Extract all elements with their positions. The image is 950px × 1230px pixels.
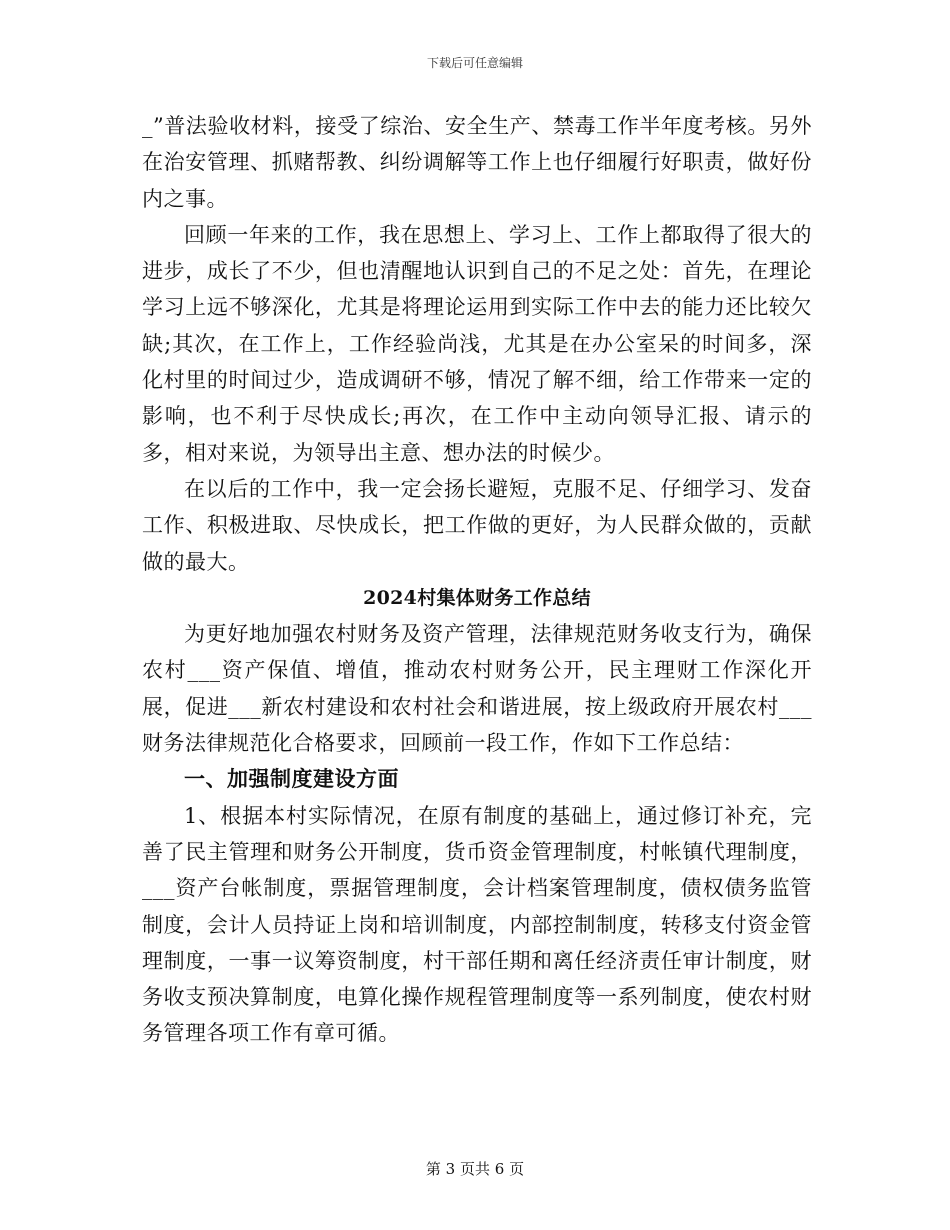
document-body — [142, 108, 812, 1052]
page-header-note: 下载后可任意编辑 — [426, 56, 523, 70]
paragraph-continuation: _”普法验收材料，接受了综治、安全生产、禁毒工作半年度考核。另外在治安管理、抓赌帮教、纠纷调解等工作上也仔细履行好职责，做好份内之事。 — [142, 114, 812, 211]
paragraph-introduction: 为更好地加强农村财务及资产管理，法律规范财务收支行为，确保农村___资产保值、增值，推动农村财务公开，民主理财工作深化开展，促进___新农村建设和农村社会和谐进展，按上级政府开展农村___财务法律规范化合格要求，回顾前一段工作，作如下工作总结： — [142, 622, 812, 756]
paragraph-item-1: 1、根据本村实际情况，在原有制度的基础上，通过修订补充，完善了民主管理和财务公开制度，货币资金管理制度，村帐镇代理制度，___资产台帐制度，票据管理制度，会计档案管理制度，债权债务监管制度，会计人员持证上岗和培训制度，内部控制制度，转移支付资金管理制度，一事一议筹资制度，村干部任期和离任经济责任审计制度，财务收支预决算制度，电算化操作规程管理制度等一系列制度，使农村财务管理各项工作有章可循。 — [142, 803, 812, 1046]
paragraph-review: 回顾一年来的工作，我在思想上、学习上、工作上都取得了很大的进步，成长了不少，但也清醒地认识到自己的不足之处：首先，在理论学习上远不够深化，尤其是将理论运用到实际工作中去的能力还比较欠缺;其次，在工作上，工作经验尚浅，尤其是在办公室呆的时间多，深化村里的时间过少，造成调研不够，情况了解不细，给工作带来一定的影响，也不利于尽快成长;再次，在工作中主动向领导汇报、请示的多，相对来说，为领导出主意、想办法的时候少。 — [142, 222, 812, 465]
page-number: 第 3 页共 6 页 — [425, 1160, 525, 1178]
section-heading-1: 一、加强制度建设方面 — [184, 766, 399, 792]
document-title: 2024村集体财务工作总结 — [363, 586, 591, 609]
paragraph-future-work: 在以后的工作中，我一定会扬长避短，克服不足、仔细学习、发奋工作、积极进取、尽快成长，把工作做的更好，为人民群众做的，贡献做的最大。 — [142, 476, 812, 574]
